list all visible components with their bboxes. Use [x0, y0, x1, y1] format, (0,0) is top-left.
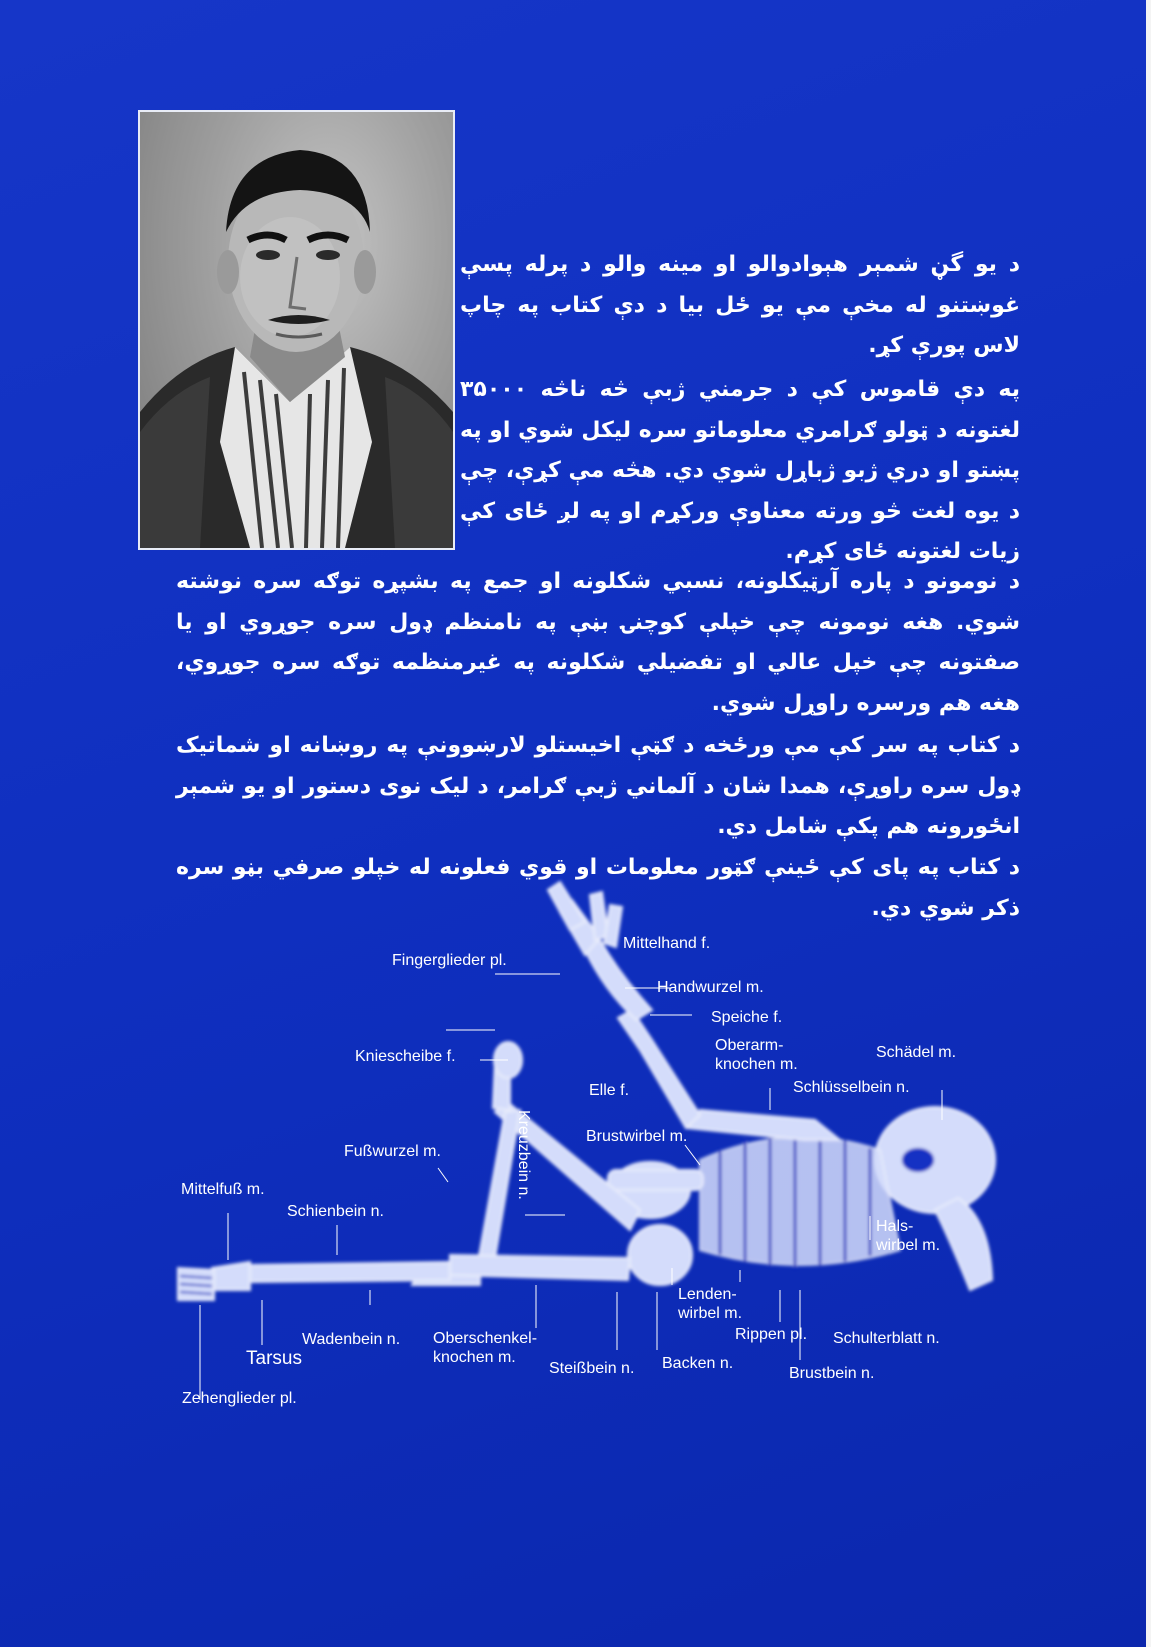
- label-brustwirbel: Brustwirbel m.: [586, 1128, 688, 1145]
- label-rippen: Rippen pl.: [735, 1326, 808, 1343]
- label-schulterblatt: Schulterblatt n.: [833, 1330, 940, 1347]
- label-kreuzbein: Kreuzbein n.: [515, 1110, 532, 1200]
- label-oberarm: Oberarm- knochen m.: [715, 1037, 798, 1073]
- label-backen: Backen n.: [662, 1355, 734, 1372]
- label-fusswurzel: Fußwurzel m.: [344, 1143, 441, 1160]
- label-handwurzel: Handwurzel m.: [657, 979, 764, 996]
- label-schluesselbein: Schlüsselbein n.: [793, 1079, 910, 1096]
- label-lenden: Lenden- wirbel m.: [678, 1286, 743, 1322]
- label-hals: Hals- wirbel m.: [876, 1218, 941, 1254]
- label-mittelhand: Mittelhand f.: [623, 935, 711, 952]
- label-schaedel: Schädel m.: [876, 1044, 957, 1061]
- page-edge: [1146, 0, 1151, 1647]
- intro-paragraph-5: د کتاب په پای کې ځينې ګټور معلومات او قوي فعلونه له خپلو صرفي بڼو سره ذکر شوي دي.: [176, 855, 1020, 921]
- intro-paragraph-2: په دې قاموس کې د جرمني ژبې څه ناڅه ۳۵۰۰۰ لغتونه د ټولو ګرامري معلوماتو سره ليکل شوي او په پښتو او دري ژبو ژباړل شوي دي. هڅه مې کړې، چې د يوه لغت څو ورته معناوې ورکړم او په لږ ځای کې زيات لغتونه ځای کړم.: [459, 377, 1020, 564]
- label-mittelfuss: Mittelfuß m.: [181, 1181, 265, 1198]
- label-tarsus: Tarsus: [246, 1348, 302, 1369]
- intro-paragraph-4: د کتاب په سر کې مې ورځخه د ګټې اخيستلو لارښوونې په روښانه او شماتيک ډول سره راوړې، همدا شان د آلماني ژبې ګرامر، د ليک نوی دستور او يو شمېر انځورونه هم پکې شامل دي.: [176, 733, 1020, 839]
- label-oberschenkel: Oberschenkel- knochen m.: [433, 1330, 538, 1366]
- label-zehenglieder: Zehenglieder pl.: [182, 1390, 297, 1407]
- label-wadenbein: Wadenbein n.: [302, 1331, 401, 1348]
- intro-paragraph-3: د نومونو د پاره آرټيکلونه، نسبي شکلونه او جمع په بشپړه توګه سره نوشته شوي. هغه نومونه چې خپلې کوچنۍ بڼې په نامنظم ډول سره جوړوي او يا صفتونه چې خپل عالي او تفضيلي شکلونه په غيرمنظمه توګه سره جوړوي، هغه هم ورسره راوړل شوي.: [176, 569, 1020, 716]
- label-steissbein: Steißbein n.: [549, 1360, 635, 1377]
- label-brustbein: Brustbein n.: [789, 1365, 875, 1382]
- intro-paragraph-1: د يو گڼ شمېر هېوادوالو او مينه والو د پرله پسې غوښتنو له مخې مې يو ځل بيا د دې کتاب په چاپ لاس پورې کړ.: [460, 252, 1020, 358]
- label-elle: Elle f.: [589, 1082, 630, 1099]
- label-fingerglieder: Fingerglieder pl.: [392, 952, 507, 969]
- label-speiche: Speiche f.: [711, 1009, 783, 1026]
- label-kniescheibe: Kniescheibe f.: [355, 1048, 456, 1065]
- label-schienbein: Schienbein n.: [287, 1203, 384, 1220]
